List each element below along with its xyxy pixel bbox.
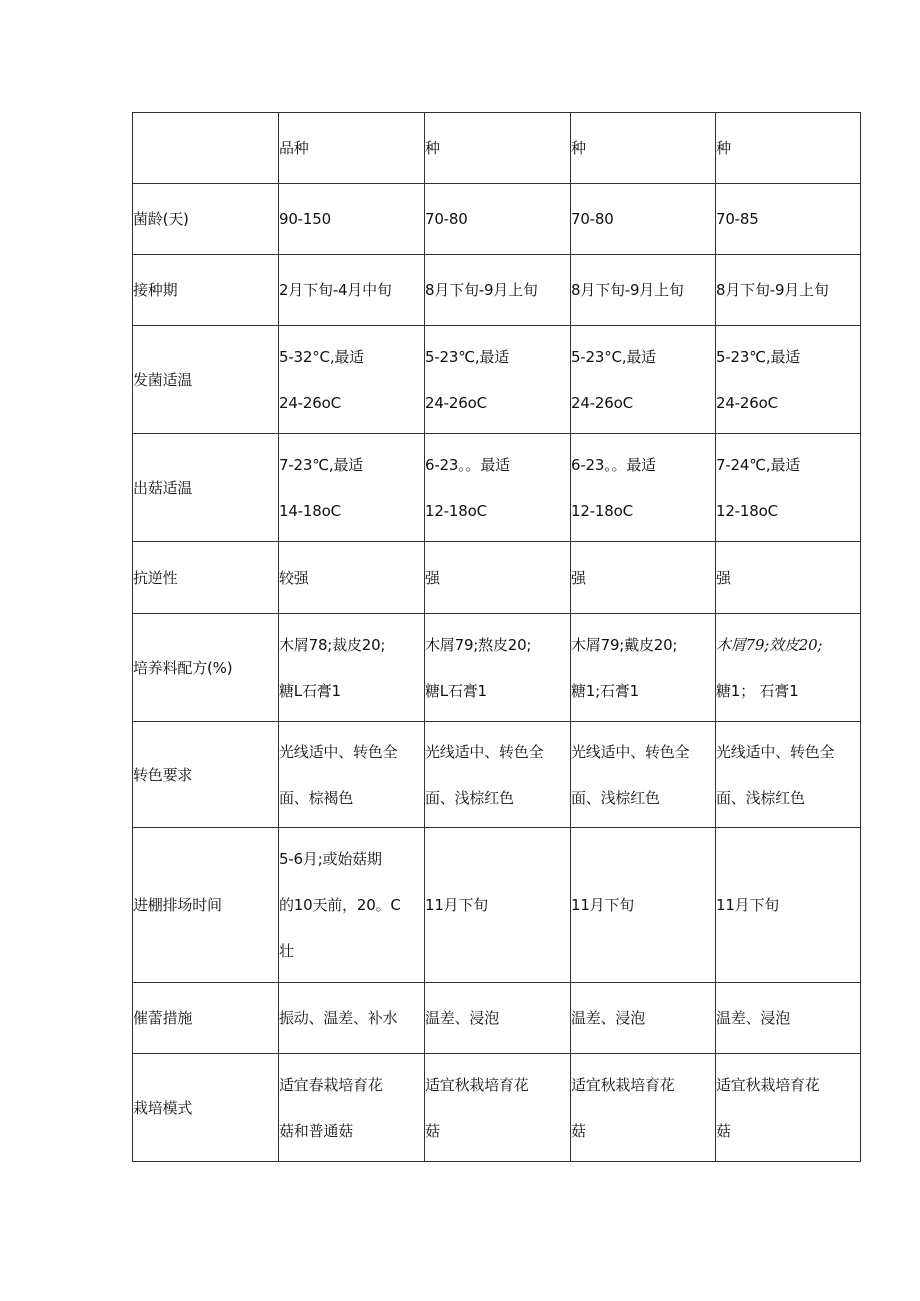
row-label: 出菇适温 [133, 434, 279, 542]
cultivation-comparison-table [132, 112, 861, 1162]
table-cell: 2月下旬-4月中旬 [279, 255, 425, 326]
table-cell: 5-23℃,最适 24-26oC [716, 326, 861, 434]
table-row [133, 722, 861, 828]
table-cell: 光线适中、转色全 面、浅棕红色 [571, 722, 716, 828]
row-label: 菌龄(天) [133, 184, 279, 255]
table-cell: 11月下旬 [716, 828, 861, 983]
table-cell: 8月下旬-9月上旬 [716, 255, 861, 326]
table-cell: 90-150 [279, 184, 425, 255]
table-cell: 温差、浸泡 [716, 983, 861, 1054]
table-row [133, 828, 861, 983]
table-row [133, 434, 861, 542]
row-label: 发菌适温 [133, 326, 279, 434]
table-cell: 木屑79;熬皮20; 糖L石膏1 [425, 614, 571, 722]
table-cell: 适宜秋栽培育花 菇 [571, 1054, 716, 1162]
table-cell: 8月下旬-9月上旬 [425, 255, 571, 326]
row-label: 催蕾措施 [133, 983, 279, 1054]
table-row [133, 326, 861, 434]
table-cell: 光线适中、转色全 面、浅棕红色 [716, 722, 861, 828]
table-cell: 适宜秋栽培育花 菇 [716, 1054, 861, 1162]
table-cell: 5-6月;或始菇期 的10天前，20。C 壮 [279, 828, 425, 983]
table-cell: 木屑78;裁皮20; 糖L石膏1 [279, 614, 425, 722]
table-cell: 70-80 [571, 184, 716, 255]
table-cell: 5-23℃,最适 24-26oC [425, 326, 571, 434]
table-cell: 适宜秋栽培育花 菇 [425, 1054, 571, 1162]
table-cell: 较强 [279, 542, 425, 614]
table-cell: 温差、浸泡 [571, 983, 716, 1054]
table-cell: 强 [425, 542, 571, 614]
table-row [133, 184, 861, 255]
table-cell: 70-80 [425, 184, 571, 255]
table-row [133, 542, 861, 614]
table-cell: 5-32°C,最适 24-26oC [279, 326, 425, 434]
table-cell: 强 [716, 542, 861, 614]
table-cell: 适宜春栽培育花 菇和普通菇 [279, 1054, 425, 1162]
table-cell: 11月下旬 [425, 828, 571, 983]
table-cell: 种 [425, 113, 571, 184]
row-label [133, 113, 279, 184]
table-cell: 70-85 [716, 184, 861, 255]
row-label: 抗逆性 [133, 542, 279, 614]
table-row [133, 113, 861, 184]
table-cell: 7-23℃,最适 14-18oC [279, 434, 425, 542]
table-cell: 种 [716, 113, 861, 184]
table-cell: 光线适中、转色全 面、棕褐色 [279, 722, 425, 828]
table-cell: 木屑79;效皮20; 糖1； 石膏1 [716, 614, 861, 722]
row-label: 接种期 [133, 255, 279, 326]
table-cell: 强 [571, 542, 716, 614]
row-label: 栽培模式 [133, 1054, 279, 1162]
table-row [133, 614, 861, 722]
table-cell: 温差、浸泡 [425, 983, 571, 1054]
table-row [133, 983, 861, 1054]
table-cell: 种 [571, 113, 716, 184]
table-cell: 7-24℃,最适 12-18oC [716, 434, 861, 542]
row-label: 转色要求 [133, 722, 279, 828]
row-label: 培养料配方(%) [133, 614, 279, 722]
table-cell: 光线适中、转色全 面、浅棕红色 [425, 722, 571, 828]
table-cell: 振动、温差、补水 [279, 983, 425, 1054]
table-row [133, 1054, 861, 1162]
table-cell: 品种 [279, 113, 425, 184]
table-cell: 木屑79;戴皮20; 糖1;石膏1 [571, 614, 716, 722]
table-cell: 11月下旬 [571, 828, 716, 983]
table-cell: 6-23。。最适 12-18oC [571, 434, 716, 542]
table-cell: 8月下旬-9月上旬 [571, 255, 716, 326]
table-row [133, 255, 861, 326]
table-cell: 6-23。。最适 12-18oC [425, 434, 571, 542]
row-label: 进棚排场时间 [133, 828, 279, 983]
table-cell: 5-23°C,最适 24-26oC [571, 326, 716, 434]
